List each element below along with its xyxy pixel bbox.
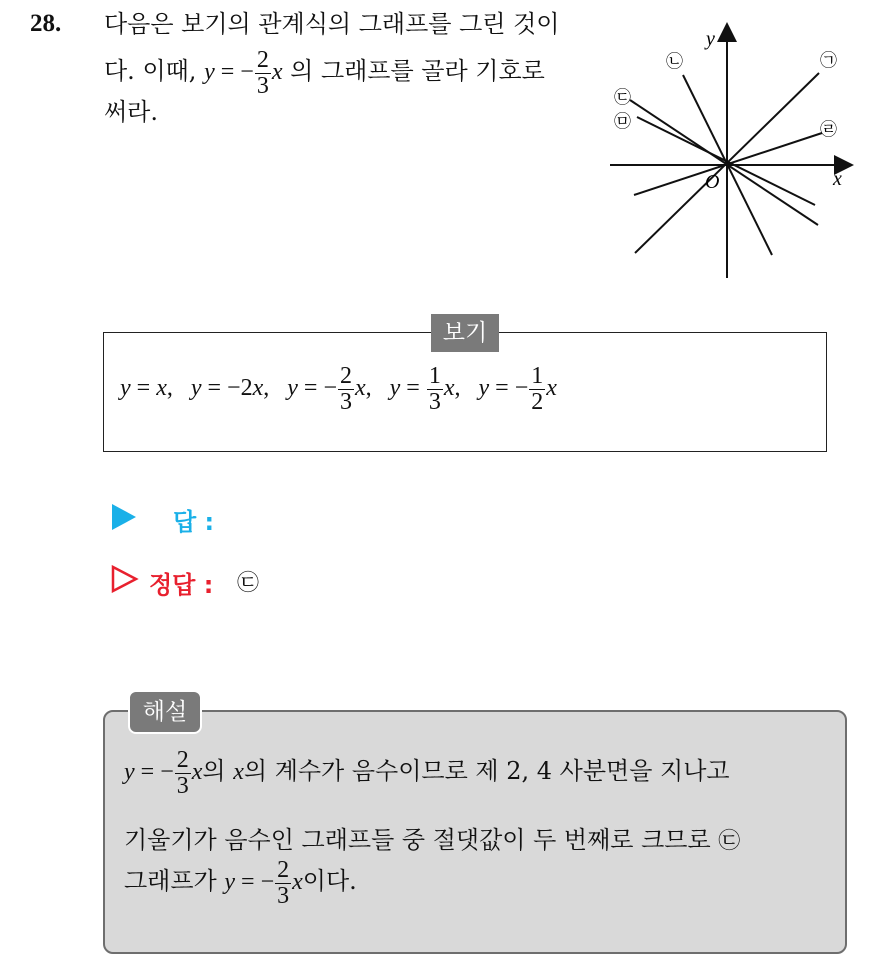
question-line-3: 써라. <box>104 98 158 126</box>
correct-answer-value: ㉢ <box>237 571 260 596</box>
question-text: 의 그래프를 골라 기호로 <box>290 57 545 86</box>
explanation-line-2: 기울기가 음수인 그래프들 중 절댓값이 두 번째로 크므로 ㉢ <box>124 826 741 854</box>
question-equation: y = − $\frac{2}{3}$ x <box>204 47 283 100</box>
origin-label: O <box>705 171 720 193</box>
correct-answer-label: 정답 : <box>149 571 214 599</box>
y-axis-label: y <box>706 28 715 50</box>
label-nieun: ㉡ <box>666 52 683 71</box>
explanation-symbol: ㉢ <box>718 829 741 854</box>
label-rieul: ㉣ <box>820 120 837 139</box>
question-number: 28. <box>30 10 62 37</box>
bogi-item-4: y <box>389 375 401 402</box>
question-line-1: 다음은 보기의 관계식의 그래프를 그린 것이 <box>104 10 560 38</box>
label-mieum: ㉤ <box>614 112 631 131</box>
bogi-item-1: y <box>120 375 131 402</box>
explanation-line-1: y = − $\frac{2}{3}$ x의 x의 계수가 음수이므로 제 2, 4 사분면을 지나고 <box>124 747 730 800</box>
bogi-item-3: y <box>287 375 298 402</box>
bogi-tag: 보기 <box>431 314 499 352</box>
answer-arrow-icon <box>112 504 136 530</box>
label-giyeok: ㉠ <box>820 51 837 70</box>
line-graph <box>600 20 860 282</box>
explanation-line-3: 그래프가 y = − $\frac{2}{3}$ x이다. <box>124 857 357 910</box>
explanation-tag: 해설 <box>128 690 202 734</box>
bogi-formulas: y = x, y = −2x, y = − $\frac{2}{3}$ x, y = $\frac{1}{3}$ x, y = − $\frac{1}{2}$ x <box>120 363 557 416</box>
line-c <box>630 100 818 225</box>
question-text: 다. 이때, <box>104 57 197 86</box>
answer-label: 답 : <box>173 508 215 536</box>
x-axis-label: x <box>833 168 842 190</box>
question-line-2 <box>104 48 545 99</box>
label-digeut: ㉢ <box>614 88 631 107</box>
correct-arrow-icon <box>111 565 139 593</box>
bogi-item-2: y <box>190 375 202 402</box>
bogi-item-5: y <box>478 375 490 402</box>
